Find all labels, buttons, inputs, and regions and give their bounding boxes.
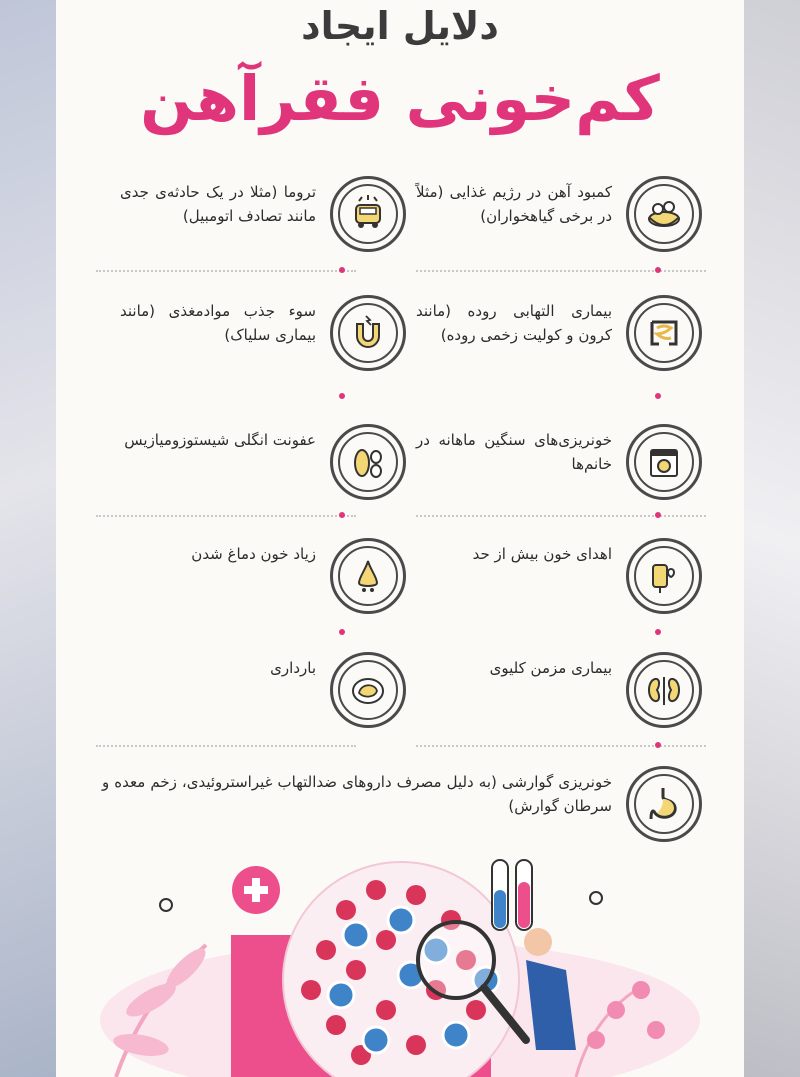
separator-dot bbox=[655, 393, 661, 399]
separator bbox=[96, 745, 356, 747]
cause-text: تروما (مثلا در یک حادثه‌ی جدی مانند تصادف اتومبیل) bbox=[120, 183, 316, 225]
separator-dot bbox=[339, 267, 345, 273]
background-right-panel bbox=[742, 0, 800, 1077]
separator-dot bbox=[655, 629, 661, 635]
pregnancy-icon bbox=[330, 652, 406, 728]
separator-dot bbox=[339, 629, 345, 635]
title-line-1: دلایل ایجاد bbox=[301, 4, 499, 48]
cause-malabsorption bbox=[106, 295, 406, 405]
cause-parasitic-infection bbox=[106, 424, 406, 534]
car-crash-icon bbox=[330, 176, 406, 252]
separator-dot bbox=[655, 267, 661, 273]
cause-text: بیماری مزمن کلیوی bbox=[489, 659, 612, 677]
cause-text: خونریزی گوارشی (به دلیل مصرف داروهای ضدالتهاب غیراستروئیدی، زخم معده و سرطان گوارش) bbox=[102, 773, 612, 815]
separator-dot bbox=[339, 393, 345, 399]
cause-text: عفونت انگلی شیستوزومیازیس bbox=[124, 431, 316, 449]
blood-cells-illustration bbox=[56, 850, 744, 1077]
cause-ibd bbox=[402, 295, 702, 405]
cause-text: زیاد خون دماغ شدن bbox=[191, 545, 316, 563]
separator bbox=[96, 515, 356, 517]
separator-dot bbox=[339, 512, 345, 518]
intestine-icon bbox=[626, 295, 702, 371]
separator bbox=[416, 515, 706, 517]
separator bbox=[416, 745, 706, 747]
cause-text: اهدای خون بیش از حد bbox=[472, 545, 612, 563]
infographic-card bbox=[56, 0, 744, 1077]
parasite-icon bbox=[330, 424, 406, 500]
separator bbox=[416, 270, 706, 272]
cause-frequent-nosebleeds bbox=[106, 538, 406, 648]
separator bbox=[96, 270, 356, 272]
cause-text: خونریزی‌های سنگین ماهانه در خانم‌ها bbox=[416, 431, 612, 473]
calendar-icon bbox=[626, 424, 702, 500]
title-line-2: کم‌خونی فقرآهن bbox=[140, 62, 660, 135]
cause-text: سوء جذب موادمغذی (مانند بیماری سلیاک) bbox=[120, 302, 316, 344]
nose-bleed-icon bbox=[330, 538, 406, 614]
magnet-icon bbox=[330, 295, 406, 371]
food-bowl-icon bbox=[626, 176, 702, 252]
blood-donation-icon bbox=[626, 538, 702, 614]
cause-text: بارداری bbox=[270, 659, 316, 677]
separator-dot bbox=[655, 512, 661, 518]
cause-text: کمبود آهن در رژیم غذایی (مثلاً در برخی گیاهخواران) bbox=[416, 183, 612, 225]
separator-dot bbox=[655, 742, 661, 748]
background-left-panel bbox=[0, 0, 60, 1077]
stomach-icon bbox=[626, 766, 702, 842]
kidney-icon bbox=[626, 652, 702, 728]
cause-text: بیماری التهابی روده (مانند کرون و کولیت زخمی روده) bbox=[416, 302, 612, 344]
